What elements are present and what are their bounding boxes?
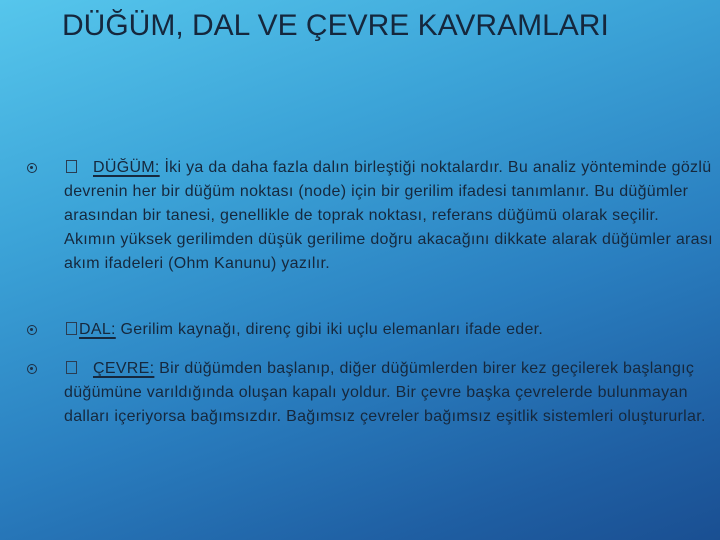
bullet-point-icon — [26, 363, 38, 375]
bullet-point-icon — [26, 162, 38, 174]
missing-glyph-box-icon — [66, 361, 77, 374]
slide-title: DÜĞÜM, DAL VE ÇEVRE KAVRAMLARI — [62, 9, 609, 42]
bullet-description: İki ya da daha fazla dalın birleştiği noktalardır. Bu analiz yönteminde gözlü devrenin her bir düğüm noktası (node) için bir gerilim ifadesi tanımlanır. Bu düğümler arasından bir tanesi, genellikle de toprak noktası, referans düğümü olarak seçilir. Akımın yüksek gerilimden düşük gerilime doğru akacağını dikkate alarak düğümler arası akım ifadeleri (Ohm Kanunu) yazılır. — [64, 159, 713, 272]
bullet-term: DÜĞÜM: — [93, 159, 160, 176]
bullet-term: DAL: — [79, 321, 116, 338]
bullet-term: ÇEVRE: — [93, 360, 155, 377]
missing-glyph-box-icon — [66, 160, 77, 173]
missing-glyph-box-icon — [66, 322, 77, 335]
bullet-text — [64, 156, 714, 276]
bullet-description: Gerilim kaynağı, direnç gibi iki uçlu elemanları ifade eder. — [120, 321, 544, 338]
bullet-text — [64, 318, 714, 342]
bullet-point-icon — [26, 324, 38, 336]
bullet-text — [64, 357, 714, 429]
bullet-description: Bir düğümden başlanıp, diğer düğümlerden birer kez geçilerek başlangıç düğümüne varıldığında oluşan kapalı yoldur. Bir çevre başka çevrelerde bulunmayan dalları içeriyorsa bağımsızdır. Bağımsız çevreler bağımsız eşitlik sistemleri oluştururlar. — [64, 360, 706, 425]
